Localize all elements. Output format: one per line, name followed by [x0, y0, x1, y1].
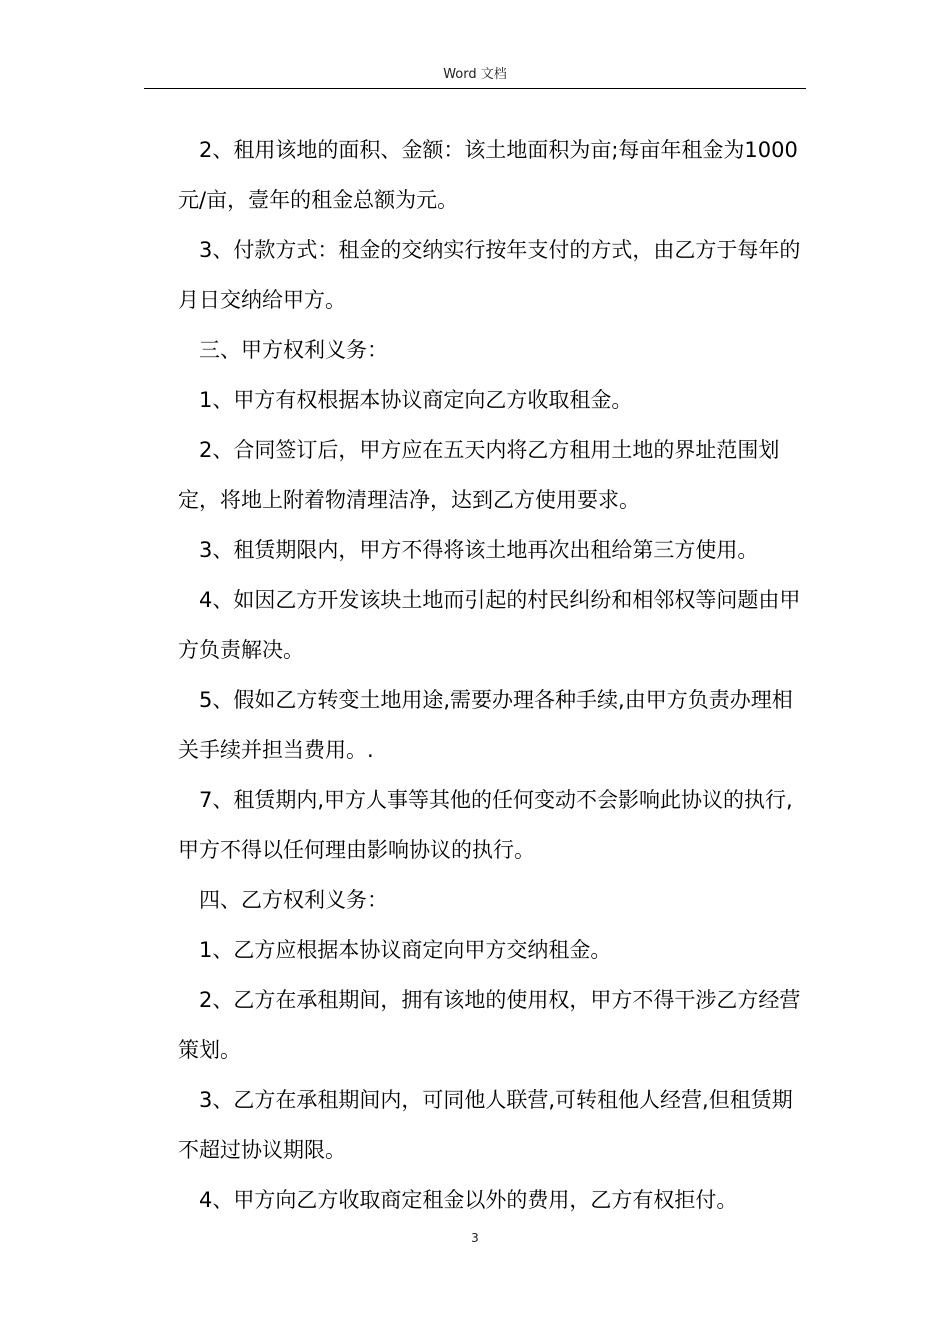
- paragraph: 1、乙方应根据本协议商定向甲方交纳租金。: [199, 938, 612, 962]
- paragraph: 1、甲方有权根据本协议商定向乙方收取租金。: [199, 388, 633, 412]
- paragraph: 2、乙方在承租期间，拥有该地的使用权，甲方不得干涉乙方经营策划。: [178, 988, 801, 1062]
- paragraph: 2、合同签订后，甲方应在五天内将乙方租用土地的界址范围划定，将地上附着物清理洁净，达到乙方使用要求。: [178, 438, 780, 512]
- document-body: [178, 125, 810, 1225]
- paragraph: 4、甲方向乙方收取商定租金以外的费用，乙方有权拒付。: [199, 1188, 738, 1212]
- header-divider: [144, 88, 806, 89]
- paragraph: 4、如因乙方开发该块土地而引起的村民纠纷和相邻权等问题由甲方负责解决。: [178, 588, 801, 662]
- section-heading: 四、乙方权利义务：: [199, 888, 388, 912]
- paragraph: 3、租赁期限内，甲方不得将该土地再次出租给第三方使用。: [199, 538, 759, 562]
- page-number: 3: [471, 1231, 479, 1245]
- section-heading: 三、甲方权利义务：: [199, 338, 388, 362]
- paragraph: 3、付款方式：租金的交纳实行按年支付的方式，由乙方于每年的月日交纳给甲方。: [178, 238, 801, 312]
- paragraph: 7、租赁期内,甲方人事等其他的任何变动不会影响此协议的执行,甲方不得以任何理由影响协议的执行。: [178, 788, 793, 862]
- page-header: Word 文档: [443, 67, 507, 82]
- paragraph: 3、乙方在承租期间内，可同他人联营,可转租他人经营,但租赁期不超过协议期限。: [178, 1088, 793, 1162]
- paragraph: 5、假如乙方转变土地用途,需要办理各种手续,由甲方负责办理相关手续并担当费用。.: [178, 688, 793, 762]
- paragraph: 2、租用该地的面积、金额：该土地面积为亩;每亩年租金为1000元/亩，壹年的租金总额为元。: [178, 138, 798, 212]
